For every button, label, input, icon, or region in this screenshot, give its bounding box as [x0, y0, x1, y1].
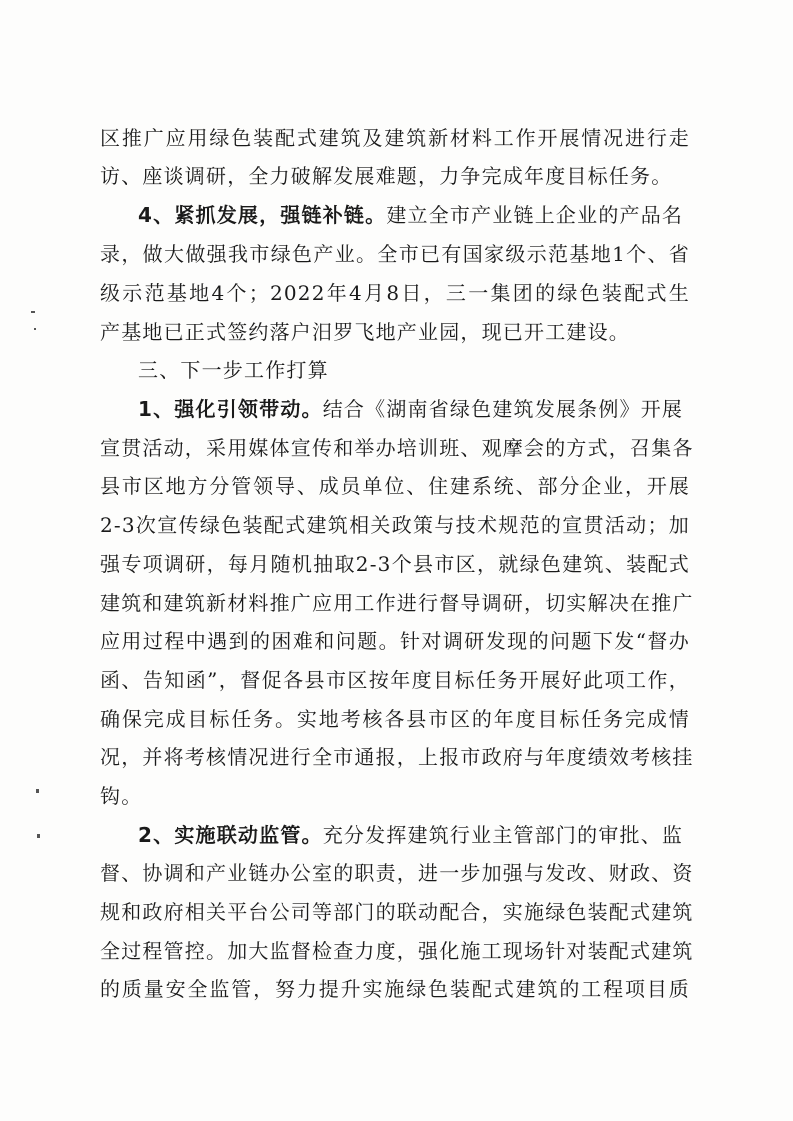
paragraph-1-line-1: 区推广应用绿色装配式建筑及建筑新材料工作开展情况进行走 — [100, 126, 690, 150]
paragraph-3-line-4: 2-3次宣传绿色装配式建筑相关政策与技术规范的宣贯活动；加 — [100, 513, 690, 537]
paragraph-3-line-8: 函、告知函”，督促各县市区按年度目标任务开展好此项工作， — [100, 668, 690, 692]
paragraph-4-line-4: 全过程管控。加大监督检查力度，强化施工现场针对装配式建筑 — [100, 939, 694, 963]
paragraph-3-line-11: 钩。 — [100, 784, 143, 808]
paragraph-3-line-3: 县市区地方分管领导、成员单位、住建系统、部分企业，开展 — [100, 474, 690, 498]
paragraph-2-line-1-rest: 建立全市产业链上企业的产品名 — [386, 203, 684, 227]
paragraph-4-lead: 2、实施联动监管。 — [138, 823, 323, 847]
paragraph-3-line-1-rest: 结合《湖南省绿色建筑发展条例》开展 — [322, 397, 684, 421]
paragraph-3-line-2: 宣贯活动，采用媒体宣传和举办培训班、观摩会的方式，召集各 — [100, 436, 694, 460]
paragraph-2-lead: 4、紧抓发展，强链补链。 — [138, 203, 387, 227]
paragraph-4-line-1-rest: 充分发挥建筑行业主管部门的审批、监 — [322, 823, 684, 847]
paragraph-2-line-3: 级示范基地4个；2022年4月8日，三一集团的绿色装配式生 — [100, 281, 690, 305]
paragraph-4-line-2: 督、协调和产业链办公室的职责，进一步加强与发改、财政、资 — [100, 861, 694, 885]
paragraph-3-line-9: 确保完成目标任务。实地考核各县市区的年度目标任务完成情 — [100, 707, 690, 731]
section-heading: 三、下一步工作打算 — [138, 358, 329, 382]
paragraph-1-line-2: 访、座谈调研，全力破解发展难题，力争完成年度目标任务。 — [100, 164, 673, 188]
paragraph-2-line-2: 录，做大做强我市绿色产业。全市已有国家级示范基地1个、省 — [100, 242, 690, 266]
scan-speck — [31, 311, 35, 313]
scan-speck — [37, 834, 40, 838]
paragraph-2-line-1 — [138, 201, 690, 229]
paragraph-3-line-7: 应用过程中遇到的困难和问题。针对调研发现的问题下发“督办 — [100, 629, 690, 653]
paragraph-3-line-1 — [138, 395, 690, 423]
scan-speck — [34, 328, 36, 330]
paragraph-4-line-3: 规和政府相关平台公司等部门的联动配合，实施绿色装配式建筑 — [100, 900, 694, 924]
paragraph-2-line-4: 产基地已正式签约落户汨罗飞地产业园，现已开工建设。 — [100, 320, 630, 344]
paragraph-4-line-5: 的质量安全监管，努力提升实施绿色装配式建筑的工程项目质 — [100, 977, 690, 1001]
paragraph-4-line-1 — [138, 821, 690, 849]
paragraph-3-line-5: 强专项调研，每月随机抽取2-3个县市区，就绿色建筑、装配式 — [100, 552, 690, 576]
paragraph-3-line-6: 建筑和建筑新材料推广应用工作进行督导调研，切实解决在推广 — [100, 591, 694, 615]
scan-speck — [36, 789, 39, 793]
paragraph-3-line-10: 况，并将考核情况进行全市通报，上报市政府与年度绩效考核挂 — [100, 745, 694, 769]
paragraph-3-lead: 1、强化引领带动。 — [138, 397, 323, 421]
